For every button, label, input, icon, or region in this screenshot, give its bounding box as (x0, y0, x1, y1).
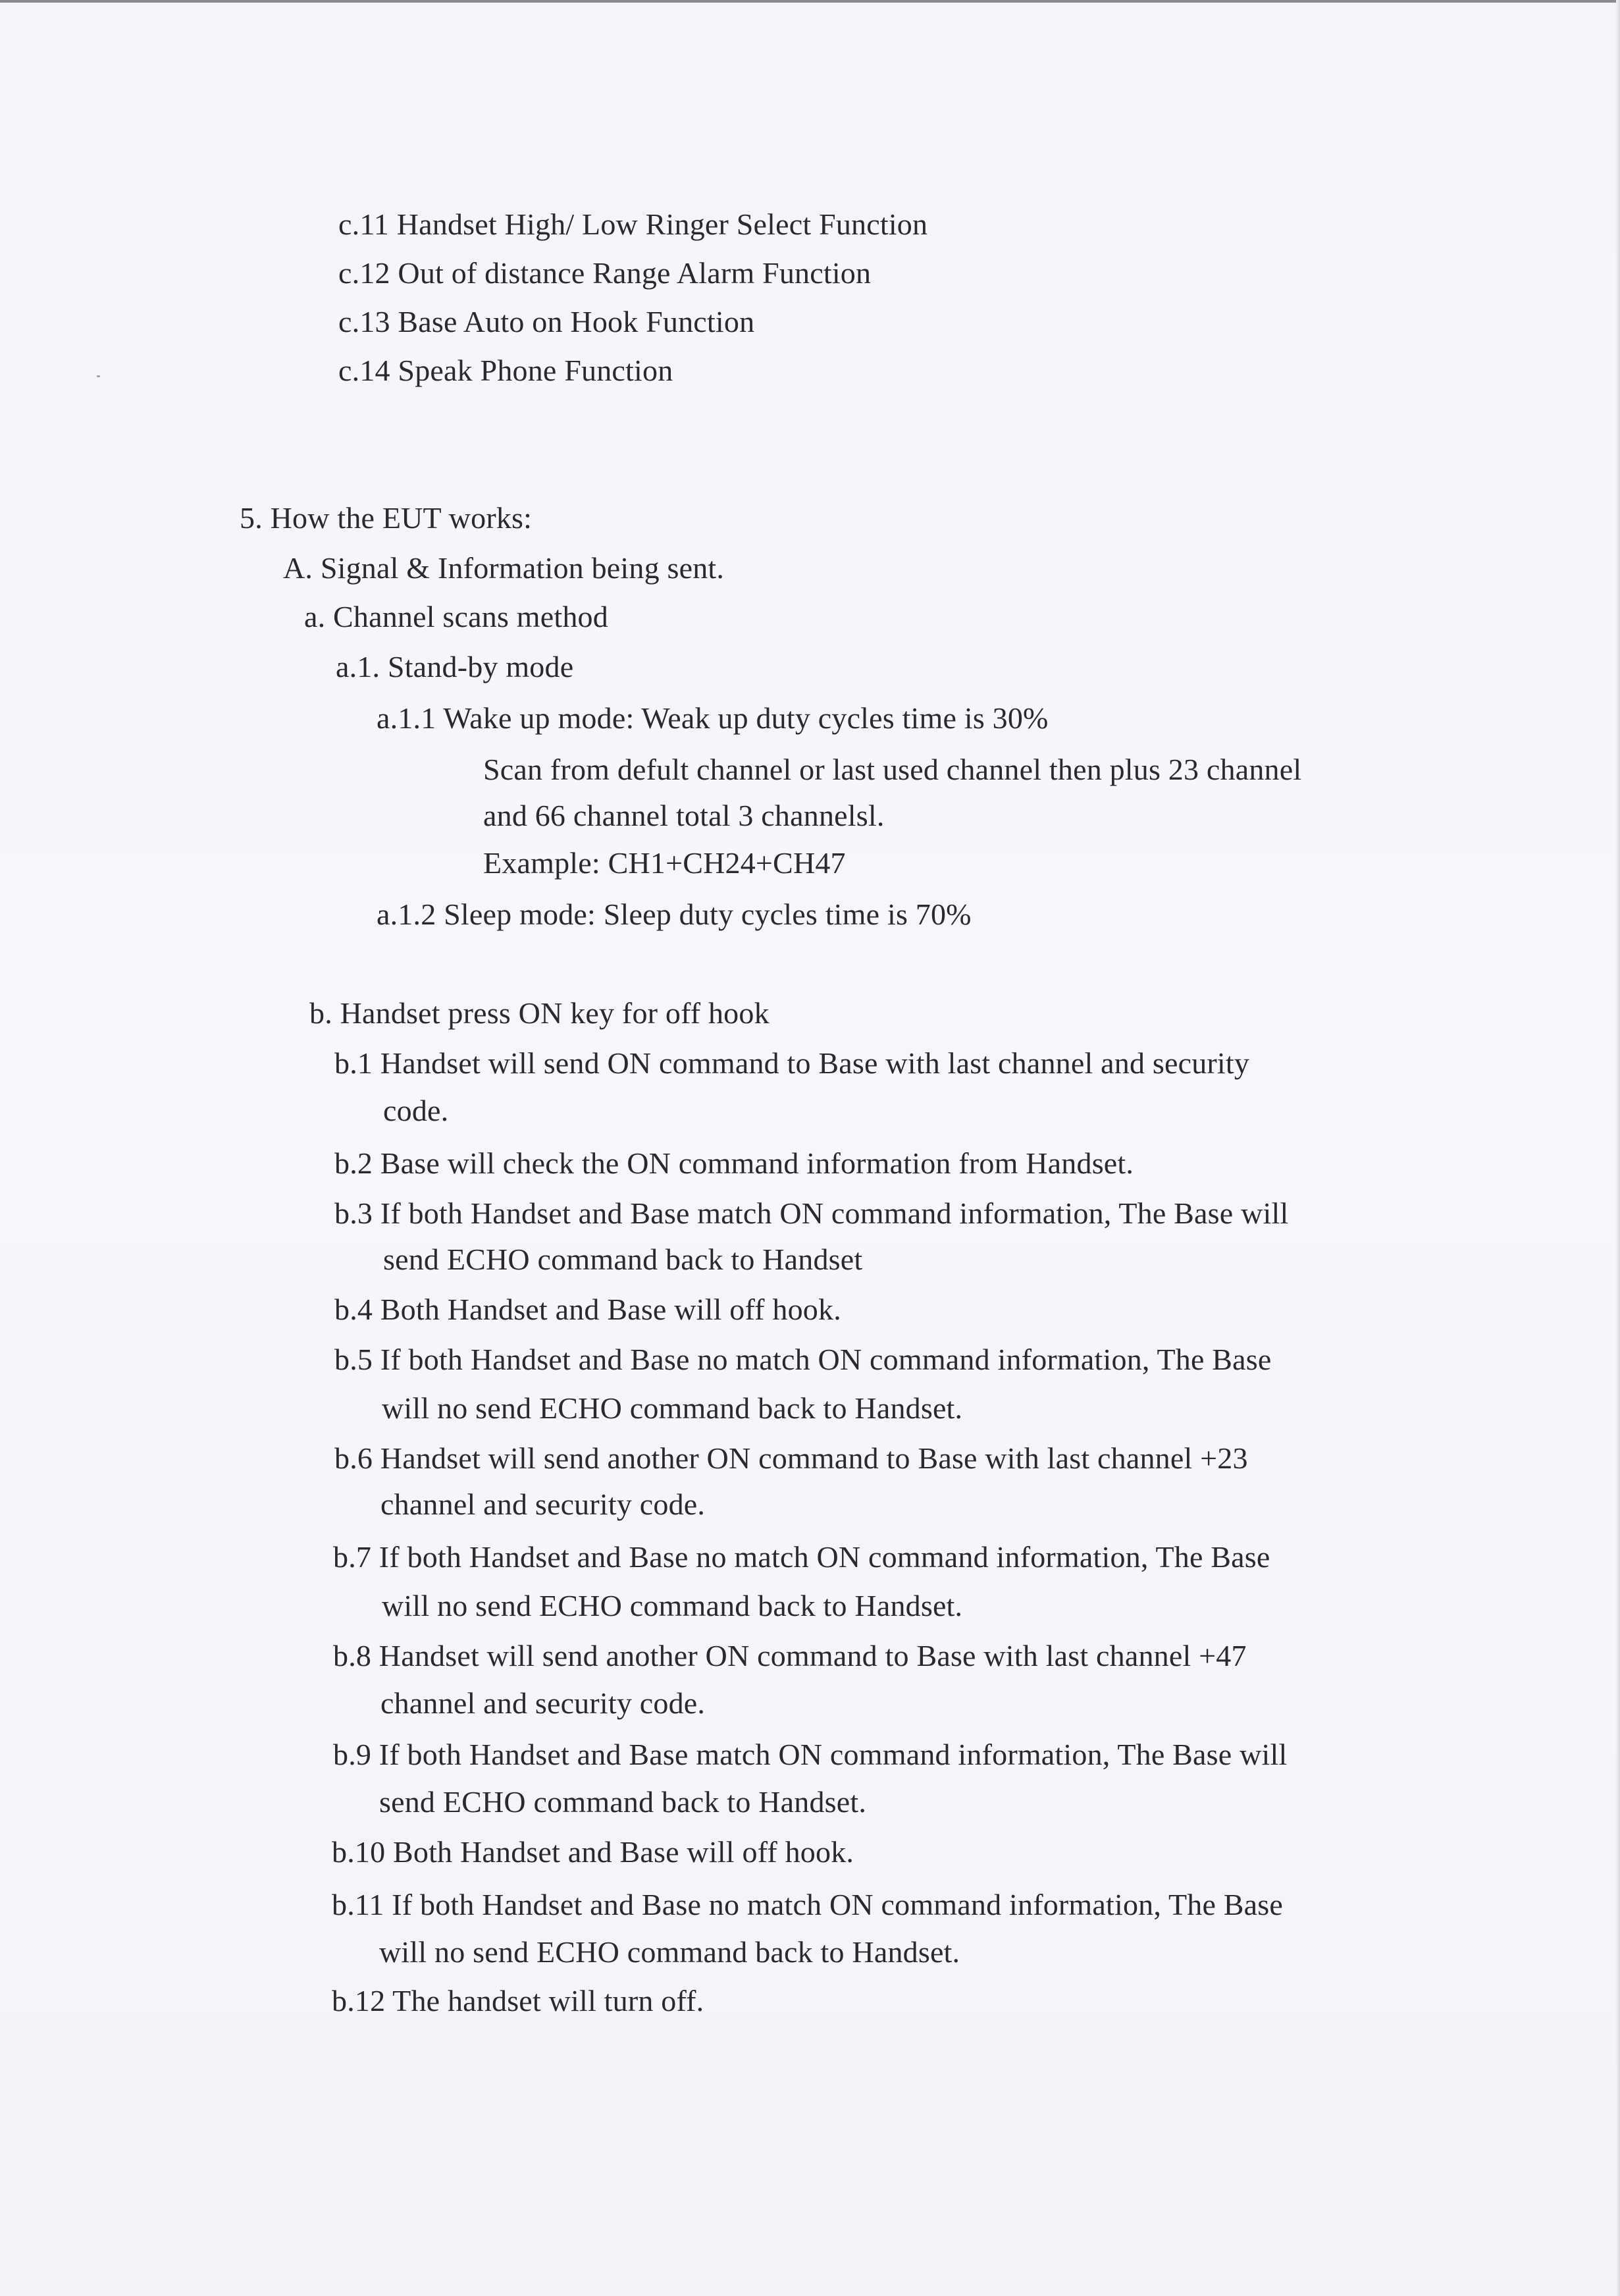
list-item-c14: c.14 Speak Phone Function (338, 354, 673, 387)
item-b1: b.1 Handset will send ON command to Base with last channel and security (334, 1046, 1250, 1080)
item-b7: b.7 If both Handset and Base no match ON command information, The Base (333, 1540, 1270, 1574)
item-b3: b.3 If both Handset and Base match ON command information, The Base will (334, 1196, 1289, 1230)
list-item-c11: c.11 Handset High/ Low Ringer Select Function (338, 207, 928, 241)
item-a11-example: Example: CH1+CH24+CH47 (483, 846, 846, 880)
subheading-a: A. Signal & Information being sent. (283, 551, 725, 585)
item-b7-cont: will no send ECHO command back to Handset. (382, 1589, 963, 1622)
scan-speck (97, 375, 100, 377)
item-b5: b.5 If both Handset and Base no match ON command information, The Base (334, 1343, 1272, 1376)
item-a: a. Channel scans method (304, 600, 608, 633)
item-b11: b.11 If both Handset and Base no match ON command information, The Base (332, 1888, 1283, 1921)
item-b11-cont: will no send ECHO command back to Handset. (379, 1935, 960, 1969)
item-b8: b.8 Handset will send another ON command to Base with last channel +47 (333, 1639, 1247, 1672)
item-b8-cont: channel and security code. (380, 1686, 706, 1720)
scan-top-edge (0, 0, 1620, 3)
list-item-c12: c.12 Out of distance Range Alarm Function (338, 256, 872, 290)
item-b1-cont: code. (383, 1094, 449, 1127)
item-b10: b.10 Both Handset and Base will off hook. (332, 1835, 854, 1869)
item-b5-cont: will no send ECHO command back to Handset. (382, 1391, 963, 1425)
item-b4: b.4 Both Handset and Base will off hook. (334, 1293, 841, 1326)
item-b3-cont: send ECHO command back to Handset (383, 1242, 863, 1276)
item-a12: a.1.2 Sleep mode: Sleep duty cycles time is 70% (377, 897, 972, 931)
item-b9: b.9 If both Handset and Base match ON command information, The Base will (333, 1738, 1288, 1771)
item-a1: a.1. Stand-by mode (336, 650, 574, 683)
list-item-c13: c.13 Base Auto on Hook Function (338, 305, 755, 338)
item-b: b. Handset press ON key for off hook (309, 996, 770, 1030)
item-a11-cont2: and 66 channel total 3 channelsl. (483, 799, 885, 832)
item-b2: b.2 Base will check the ON command information from Handset. (334, 1146, 1134, 1180)
section-heading: 5. How the EUT works: (240, 501, 533, 535)
item-b9-cont: send ECHO command back to Handset. (379, 1785, 867, 1819)
item-a11-cont1: Scan from defult channel or last used channel then plus 23 channel (483, 753, 1302, 786)
item-b6-cont: channel and security code. (380, 1487, 706, 1521)
item-a11: a.1.1 Wake up mode: Weak up duty cycles time is 30% (377, 701, 1049, 735)
item-b6: b.6 Handset will send another ON command to Base with last channel +23 (334, 1441, 1248, 1475)
item-b12: b.12 The handset will turn off. (332, 1984, 704, 2017)
scan-right-edge (1616, 0, 1620, 2296)
